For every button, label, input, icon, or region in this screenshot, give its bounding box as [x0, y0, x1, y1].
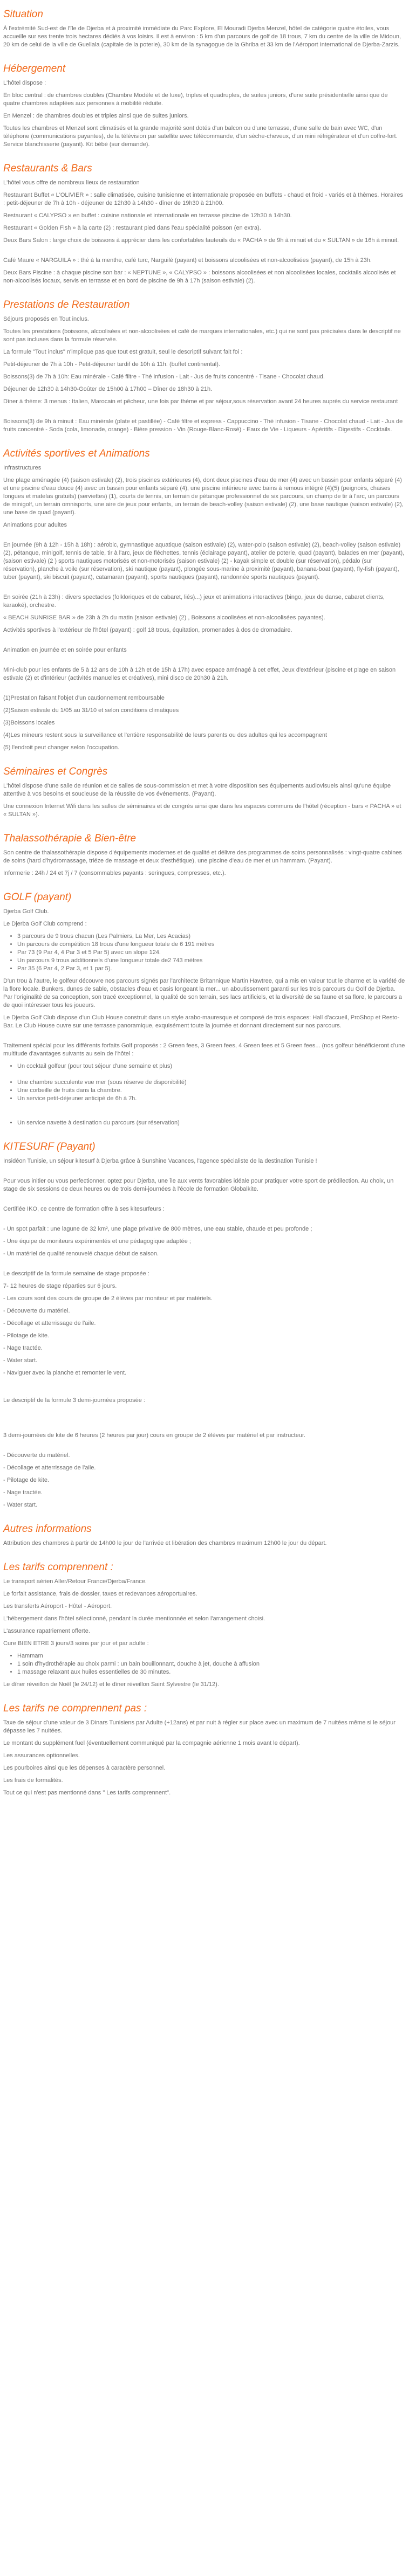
list-item: • 1 massage relaxant aux huiles essentielles de 30 minutes.	[17, 1668, 406, 1676]
paragraph: - Pilotage de kite.	[3, 1332, 49, 1339]
paragraph: Toutes les prestations (boissons, alcoolisées et non-alcoolisées et café de marques internationales, etc.) qui ne sont pas précisées dans le descriptif ne sont pas incluses dans la formule réservée.	[3, 328, 401, 343]
paragraph: Le forfait assistance, frais de dossier, taxes et redevances aéroportuaires.	[3, 1591, 197, 1597]
section-body	[3, 25, 406, 49]
paragraph: Cure BIEN ETRE 3 jours/3 soins par jour et par adulte :	[3, 1640, 149, 1647]
section-body	[3, 1539, 406, 1548]
paragraph: Animations pour adultes	[3, 522, 67, 528]
paragraph: Les frais de formalités.	[3, 1777, 63, 1784]
paragraph: Les pourboires ainsi que les dépenses à caractère personnel.	[3, 1765, 166, 1771]
paragraph: Le descriptif de la formule 3 demi-journées proposée :	[3, 1397, 145, 1404]
list-item	[17, 1071, 406, 1079]
paragraph: 7- 12 heures de stage réparties sur 6 jours.	[3, 1283, 117, 1289]
paragraph: Traitement spécial pour les différents forfaits Golf proposés : 2 Green fees, 3 Green fees, 4 Green fees et 5 Green fees... (nos golfeur bénéficieront d'une multitude d'avantages suivants au sein de l'hôtel :	[3, 1042, 405, 1057]
section-autres	[3, 1523, 406, 1548]
paragraph: Pour vous initier ou vous perfectionner, optez pour Djerba, une île aux vents favorables idéale pour pratiquer votre sport de prédilection. Au choix, un stage de six sessions de deux heures ou de trois demi-journées à l'école de formation Globalkite.	[3, 1178, 394, 1192]
section-title: Autres informations	[3, 1523, 92, 1535]
section-golf	[3, 892, 406, 1127]
paragraph: Son centre de thalassothérapie dispose d'équipements modernes et de qualité et délivre des programmes de soins personnalisés : vingt-quatre cabines de soins (hard d'hydromassage, triéze de massage et deux d'esthétique), une piscine d'eau de mer et un hammam. (Payant).	[3, 850, 402, 864]
paragraph: En soirée (21h à 23h) : divers spectacles (folkloriques et de cabaret, liés)...) jeux et animations interactives (bingo, jeux de danse, cabaret clients, karaoké), orchestre.	[3, 594, 385, 609]
paragraph: L'hôtel dispose d'une salle de réunion et de salles de sous-commission et met à votre disposition ses équipements audiovisuels ainsi qu'une équipe attentive à vos besoins et soucieuse de la réussite de vos événements. (Payant).	[3, 783, 391, 797]
bullet-list	[3, 1652, 406, 1676]
spacer	[3, 586, 406, 593]
paragraph: - Découverte du matériel.	[3, 1308, 70, 1314]
section-kitesurf	[3, 1141, 406, 1509]
paragraph: Le Djerba Golf Club dispose d'un Club House construit dans un style arabo-mauresque et composé de trois espaces: Hall d'accueil, ProShop et Resto-Bar. Le Club House ouvre sur une terrasse panoramique, exquisément toute la journée et donnant directement sur nos parcours.	[3, 1014, 400, 1029]
paragraph: Boissons(3) de 7h à 10h: Eau minérale - Café filtre - Thé infusion - Lait - Jus de fruits concentré - Tisane - Chocolat chaud.	[3, 374, 325, 380]
paragraph: - Water start.	[3, 1502, 38, 1508]
spacer	[3, 1382, 406, 1389]
paragraph: - Décollage et atterrissage de l'aile.	[3, 1465, 96, 1471]
list-item	[17, 1111, 406, 1119]
section-seminaires	[3, 766, 406, 819]
paragraph: Le transport aérien Aller/Retour France/Djerba/France.	[3, 1578, 147, 1585]
list-item: • Un cocktail golfeur (pour tout séjour d'une semaine et plus)	[17, 1062, 406, 1071]
spacer	[3, 1444, 406, 1452]
section-title: Situation	[3, 9, 43, 20]
paragraph: Une connexion Internet Wifi dans les salles de séminaires et de congrès ainsi que dans les espaces communs de l'hôtel (réception - bars « PACHA » et « SULTAN »).	[3, 803, 401, 818]
paragraph: Dîner à thème: 3 menus : Italien, Marocain et pêcheur, une fois par thème et par séjour,sous réservation avant 24 heures auprès du service restaurant	[3, 398, 398, 405]
section-hebergement	[3, 63, 406, 149]
list-item: • Un parcours 9 trous additionnels d'une longueur totale de2 743 mètres	[17, 957, 406, 965]
paragraph: Djerba Golf Club.	[3, 908, 49, 915]
paragraph: En Menzel : de chambres doubles et triples ainsi que de suites juniors.	[3, 113, 189, 119]
spacer	[3, 1262, 406, 1270]
section-body	[3, 782, 406, 819]
section-title: Hébergement	[3, 63, 66, 74]
spacer	[3, 1170, 406, 1177]
spacer	[3, 1218, 406, 1225]
bullet-list	[3, 933, 406, 973]
list-item: • 3 parcours de 9 trous chacun (Les Palmiers, La Mer, Les Acacias)	[17, 933, 406, 941]
spacer	[3, 1424, 406, 1432]
paragraph: Le Djerba Golf Club comprend :	[3, 921, 87, 927]
paragraph: - Un spot parfait : une lagune de 32 km², une plage privative de 800 mètres, une eau stable, chaude et peu profonde ;	[3, 1226, 312, 1232]
paragraph: Toutes les chambres et Menzel sont climatisés et la grande majorité sont dotés d'un balcon ou d'une terrasse, d'une salle de bain avec WC, d'un téléphone (communications payantes), de la télévision par satellite avec télécommande, d'un sèche-cheveux, d'un mini réfrigérateur et d'un coffre-fort. Service blanchisserie (payant). Kit bébé (sur demande).	[3, 125, 398, 148]
spacer	[3, 659, 406, 666]
section-activites	[3, 448, 406, 752]
paragraph: Le montant du supplément fuel (éventuellement communiqué par la compagnie aérienne 1 mois avant le départ).	[3, 1740, 300, 1746]
list-item: • Par 73 (9 Par 4, 4 Par 3 et 5 Par 5) avec un slope 124.	[17, 949, 406, 957]
list-item: • Un parcours de compétition 18 trous d'une longueur totale de 6 191 mètres	[17, 941, 406, 949]
list-item: • Une chambre succulente vue mer (sous réserve de disponibilité)	[17, 1079, 406, 1087]
paragraph: Une plage aménagée (4) (saison estivale) (2), trois piscines extérieures (4), dont deux piscines d'eau de mer (4) avec un bassin pour enfants séparé (4) et une piscine d'eau douce (4) avec un bassin pour enfants séparé (4), une piscine intérieure avec bains à remous intégré (4)(5) (peignoirs, chaises longues et matelas gratuits) (serviettes) (1), courts de tennis, un terrain de pétanque professionnel de six parcours, un champ de tir à l'arc, un parcours de minigolf, un terrain omnisports, une aire de jeux pour enfants, un terrain de beach-volley (saison estivale) (2), une base nautique (saison estivale) (2), une base de quad (payant).	[3, 477, 404, 516]
paragraph: - Nage tractée.	[3, 1489, 43, 1496]
section-body	[3, 1578, 406, 1689]
section-title: Thalassothérapie & Bien-être	[3, 833, 137, 844]
paragraph: En journée (9h à 12h - 15h à 18h) : aérobic, gymnastique aquatique (saison estivale) (2), water-polo (saison estivale) (2), beach-volley (saison estivale) (2), pétanque, minigolf, tennis de table, tir à l'arc, jeux de fléchettes, tennis (éclairage payant), atelier de poterie, quad (payant), balades en mer (payant), (saison estivale) (2 ) sports nautiques motorisés et non-motorisés (saison estivale) (2) - kayak simple et double (sur réservation), pédalo (sur réservation), planche à voile (sur réservation), ski nautique (payant), plongée sous-marine à proximité (payant), banana-boat (payant), fly-fish (payant), tuber (payant), ski biscuit (payant), catamaran (payant), sports nautiques (payant), randonnée sports nautiques (payant).	[3, 542, 405, 581]
paragraph: Attribution des chambres à partir de 14h00 le jour de l'arrivée et libération des chambres maximum 12h00 le jour du départ.	[3, 1540, 327, 1546]
paragraph: Taxe de séjour d'une valeur de 3 Dinars Tunisiens par Adulte (+12ans) et par nuit à régler sur place avec un maximum de 7 nuitées même si le séjour dépasse les 7 nuitées.	[3, 1719, 396, 1734]
paragraph: Déjeuner de 12h30 à 14h30-Goûter de 15h00 à 17h00 – Dîner de 18h30 à 21h.	[3, 386, 213, 392]
paragraph: L'hôtel vous offre de nombreux lieux de restauration	[3, 179, 140, 186]
list-item: • Un service navette à destination du parcours (sur réservation)	[17, 1119, 406, 1127]
paragraph: (3)Boissons locales	[3, 720, 55, 726]
spacer	[3, 249, 406, 257]
spacer	[3, 1389, 406, 1397]
paragraph: (5) l'endroit peut changer selon l'occupation.	[3, 744, 120, 751]
paragraph: En bloc central : de chambres doubles (Chambre Modèle et de luxe), triples et quadruples, de suites juniors, d'une suite présidentielle ainsi que de quatre chambres adaptées aux personnes à mobilité réduite.	[3, 92, 388, 107]
paragraph: Restaurant « Golden Fish » à la carte (2) : restaurant pied dans l'eau spécialité poisson (en extra).	[3, 225, 261, 231]
paragraph: Insidéon Tunisie, un séjour kitesurf à Djerba grâce à Sunshine Vacances, l'agence spécialiste de la destination Tunisie !	[3, 1158, 317, 1164]
paragraph: - Découverte du matériel.	[3, 1452, 70, 1459]
paragraph: Boissons(3) de 9h à minuit : Eau minérale (plate et pastillée) - Café filtre et express - Cappuccino - Thé infusion - Tisane - Chocolat chaud - Lait - Jus de fruits concentré - Soda (cola, limonade, orange) - Bière pression - Vin (Rouge-Blanc-Rosé) - Eaux de Vie - Liqueurs - Apéritifs - Digestifs - Cocktails.	[3, 418, 403, 433]
paragraph: (4)Les mineurs restent sous la surveillance et l'entière responsabilité de leurs parents ou des adultes qui les accompagnent	[3, 732, 328, 738]
section-title: Restaurants & Bars	[3, 163, 92, 174]
section-thalasso	[3, 833, 406, 878]
section-title: KITESURF (Payant)	[3, 1141, 96, 1152]
section-title: Les tarifs comprennent :	[3, 1562, 113, 1573]
section-title: Activités sportives et Animations	[3, 448, 150, 459]
section-body	[3, 908, 406, 1127]
spacer	[3, 410, 406, 418]
paragraph: (1)Prestation faisant l'objet d'un cautionnement remboursable	[3, 695, 165, 701]
paragraph: Deux Bars Salon : large choix de boissons à apprécier dans les confortables fauteuils du « PACHA » de 9h à minuit et du « SULTAN » de 16h à minuit.	[3, 237, 399, 244]
paragraph: - Une équipe de moniteurs expérimentés et une pédagogique adaptée ;	[3, 1238, 191, 1245]
paragraph: - Naviguer avec la planche et remonter le vent.	[3, 1370, 127, 1376]
spacer	[3, 639, 406, 646]
paragraph: La formule "Tout inclus" n'implique pas que tout est gratuit, seul le descriptif suivant fait foi :	[3, 349, 243, 355]
spacer	[3, 1034, 406, 1042]
section-title: Séminaires et Congrès	[3, 766, 108, 777]
paragraph: À l'extrémité Sud-est de l'île de Djerba et à proximité immédiate du Parc Explore, El Mouradi Djerba Menzel, hôtel de catégorie quatre étoiles, vous accueille sur ses trente trois hectares dédiés à vos loisirs. Il est à environ : 5 km d'un parcours de golf de 18 trous, 7 km du centre de la ville de Midoun, 20 km de celui de la ville de Guellala (capitale de la poterie), 30 km de la synagogue de la Ghriba et 33 km de l'Aéroport International de Djerba-Zarzis.	[3, 25, 401, 48]
spacer	[3, 1417, 406, 1424]
section-title: Les tarifs ne comprennent pas :	[3, 1703, 147, 1714]
paragraph: (2)Saison estivale du 1/05 au 31/10 et selon conditions climatiques	[3, 707, 179, 714]
paragraph: Les assurances optionnelles.	[3, 1752, 80, 1759]
paragraph: Séjours proposés en Tout inclus.	[3, 316, 89, 322]
section-restaurants	[3, 163, 406, 285]
section-body	[3, 315, 406, 434]
list-item: • 1 soin d'hydrothérapie au choix parmi : un bain bouillonnant, douche à jet, douche à affusion	[17, 1660, 406, 1668]
section-prestations	[3, 299, 406, 434]
paragraph: Animation en journée et en soirée pour enfants	[3, 647, 127, 653]
paragraph: L'hôtel dispose :	[3, 80, 46, 86]
bullet-list	[3, 1062, 406, 1127]
paragraph: Mini-club pour les enfants de 5 à 12 ans de 10h à 12h et de 15h à 17h) avec espace aménagé à cet effet, Jeux d'extérieur (piscine et plage en saison estivale (2) et d'intérieur (activités manuelles et créatives), mini disco de 20h30 à 21h.	[3, 667, 396, 681]
paragraph: - Pilotage de kite.	[3, 1477, 49, 1483]
paragraph: « BEACH SUNRISE BAR » de 23h à 2h du matin (saison estivale) (2) , Boissons alcoolisées et non-alcoolisées payantes).	[3, 614, 325, 621]
paragraph: Tout ce qui n'est pas mentionné dans " Les tarifs comprennent".	[3, 1790, 171, 1796]
section-tarifs-comprennent	[3, 1562, 406, 1689]
paragraph: - Un matériel de qualité renouvelé chaque début de saison.	[3, 1251, 159, 1257]
spacer	[3, 1198, 406, 1205]
list-item: • Hammam	[17, 1652, 406, 1660]
spacer	[3, 687, 406, 694]
paragraph: Le descriptif de la formule semaine de stage proposée :	[3, 1270, 149, 1277]
paragraph: - Nage tractée.	[3, 1345, 43, 1351]
paragraph: 3 demi-journées de kite de 6 heures (2 heures par jour) cours en groupe de 2 élèves par matériel et par instructeur.	[3, 1432, 306, 1439]
section-body	[3, 179, 406, 285]
section-title: GOLF (payant)	[3, 892, 72, 903]
section-body	[3, 464, 406, 752]
paragraph: Restaurant Buffet « L'OLIVIER » : salle climatisée, cuisine tunisienne et internationale proposée en buffets - chaud et froid - variés et à thèmes. Horaires : petit-déjeuner de 7h à 10h - déjeuner de 12h30 à 14h30 - dîner de 19h30 à 21h00.	[3, 192, 403, 206]
paragraph: Les transferts Aéroport - Hôtel - Aéroport.	[3, 1603, 112, 1610]
section-body	[3, 1719, 406, 1797]
paragraph: D'un trou à l'autre, le golfeur découvre nos parcours signés par l'architecte Britannique Martin Hawtree, qui a mis en valeur tout le charme et la variété de la flore locale. Bunkers, dunes de sable, obstacles d'eau et oasis longeant la mer... un aboutissement garanti sur les trois parcours du Golf de Djerba. Par l'originalité de sa conception, son tracé exceptionnel, la qualité de son terrain, ses lacs artificiels, et la diversité de sa faune et sa flore, le parcours a de quoi intéresser tous les joueurs.	[3, 978, 405, 1009]
section-situation	[3, 9, 406, 49]
spacer	[3, 534, 406, 541]
paragraph: Restaurant « CALYPSO » en buffet : cuisine nationale et internationale en terrasse piscine de 12h30 à 14h30.	[3, 212, 292, 219]
list-item: • Une corbeille de fruits dans la chambre.	[17, 1087, 406, 1095]
paragraph: Petit-déjeuner de 7h à 10h - Petit-déjeuner tardif de 10h à 11h. (buffet continental).	[3, 361, 220, 368]
spacer	[3, 1409, 406, 1417]
paragraph: Certifiée IKO, ce centre de formation offre à ses kitesurfeurs :	[3, 1206, 165, 1212]
paragraph: - Décollage et atterrissage de l'aile.	[3, 1320, 96, 1327]
list-item: • Par 35 (6 Par 4, 2 Par 3, et 1 par 5).	[17, 965, 406, 973]
section-body	[3, 79, 406, 149]
section-body	[3, 1157, 406, 1509]
paragraph: Café Maure « NARGUILA » : thé à la menthe, café turc, Narguilé (payant) et boissons alcoolisées et non-alcoolisées (payant), de 15h à 23h.	[3, 257, 372, 264]
paragraph: - Les cours sont des cours de groupe de 2 élèves par moniteur et par matériels.	[3, 1295, 213, 1302]
paragraph: Le dîner réveillon de Noël (le 24/12) et le dîner réveillon Saint Sylvestre (le 31/12).	[3, 1681, 219, 1688]
paragraph: L'assurance rapatriement offerte.	[3, 1628, 90, 1634]
section-body	[3, 849, 406, 878]
paragraph: Informerie : 24h / 24 et 7j / 7 (consommables payants : seringues, compresses, etc.).	[3, 870, 226, 876]
paragraph: - Water start.	[3, 1357, 38, 1364]
paragraph: Activités sportives à l'extérieur de l'hôtel (payant) : golf 18 trous, équitation, promenades à dos de dromadaire.	[3, 627, 292, 633]
paragraph: Deux Bars Piscine : à chaque piscine son bar : « NEPTUNE », « CALYPSO » : boissons alcoolisées et non alcoolisées locales, cocktails alcoolisés et non-alcoolisés locaux, servis en terrasse et en bord de piscine de 9h à 17h (saison estivale) (2).	[3, 270, 396, 284]
paragraph: Infrastructures	[3, 465, 42, 471]
paragraph: L'hébergement dans l'hôtel sélectionné, pendant la durée mentionnée et selon l'arrangement choisi.	[3, 1615, 265, 1622]
list-item: • Un service petit-déjeuner anticipé de 6h à 7h.	[17, 1095, 406, 1103]
section-tarifs-ne-comprennent	[3, 1703, 406, 1797]
list-item	[17, 1103, 406, 1111]
section-title: Prestations de Restauration	[3, 299, 130, 310]
